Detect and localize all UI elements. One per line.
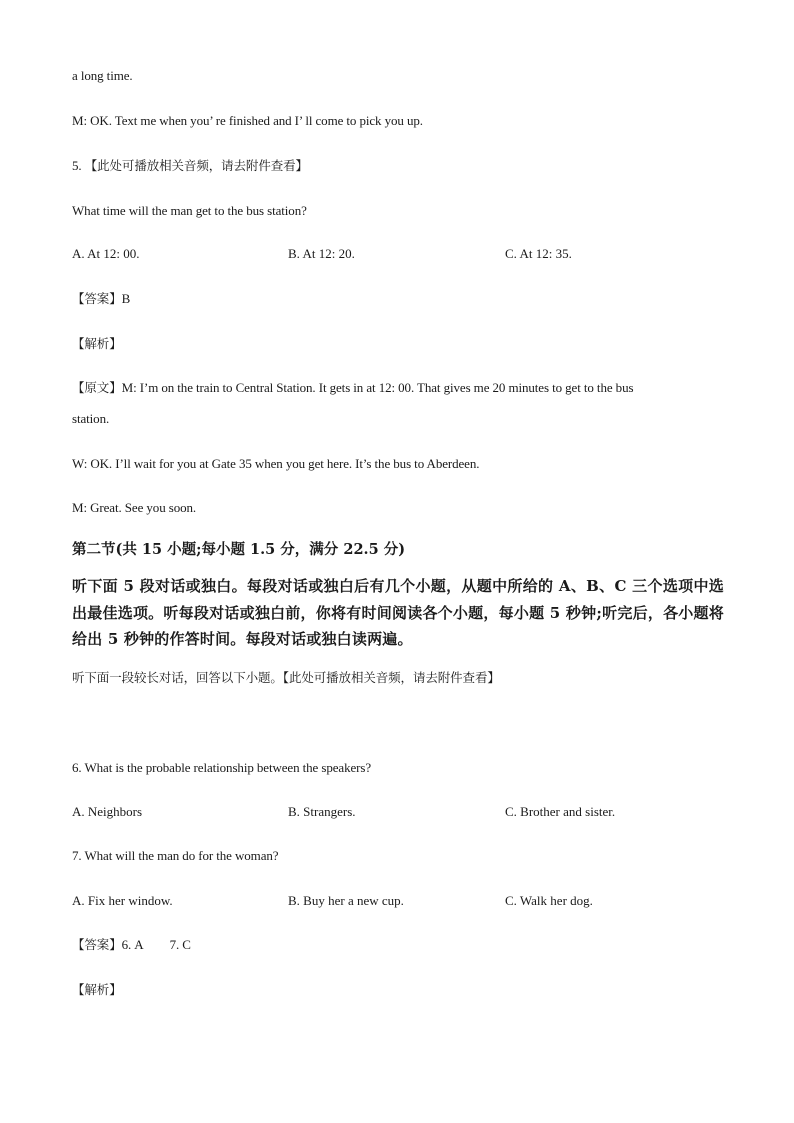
q5-transcript-line: W: OK. I’ll wait for you at Gate 35 when you get here. It’s the bus to Aberdeen. <box>72 456 480 471</box>
q5-option-b: B. At 12: 20. <box>288 246 355 261</box>
answer-value: B <box>121 291 131 306</box>
q5-answer <box>72 291 130 307</box>
dialog-intro: 听下面一段较长对话，回答以下小题。【此处可播放相关音频，请去附件查看】 <box>72 670 500 685</box>
question-7-text: 7. What will the man do for the woman? <box>72 848 279 863</box>
answer-value-7: 7. C <box>169 937 191 952</box>
text-line: a long time. <box>72 68 133 83</box>
q6-option-a: A. Neighbors <box>72 804 143 819</box>
question-number: 5. <box>72 158 82 173</box>
answer-label: 【答案】 <box>72 291 122 306</box>
transcript-label: 【原文】 <box>72 380 122 395</box>
q6-option-c: C. Brother and sister. <box>505 804 616 819</box>
answer-value-6: 6. A <box>121 937 144 952</box>
question-6-text: 6. What is the probable relationship between the speakers? <box>72 760 371 775</box>
q7-option-b: B. Buy her a new cup. <box>288 893 404 908</box>
answer-label: 【答案】 <box>72 937 122 952</box>
q67-answer <box>72 937 191 953</box>
q7-option-a: A. Fix her window. <box>72 893 173 908</box>
q5-analysis-label: 【解析】 <box>72 336 122 351</box>
section-2-heading: 第二节(共 15 小题;每小题 1.5 分，满分 22.5 分) <box>72 541 406 558</box>
q5-transcript-line <box>72 380 633 396</box>
q5-option-a: A. At 12: 00. <box>72 246 140 261</box>
q6-option-b: B. Strangers. <box>288 804 356 819</box>
q5-transcript-line: M: Great. See you soon. <box>72 500 197 515</box>
question-5-header <box>72 158 308 174</box>
q7-option-c: C. Walk her dog. <box>505 893 593 908</box>
transcript-text: M: I’m on the train to Central Station. It gets in at 12: 00. That gives me 20 minutes to get to the bus <box>121 380 634 395</box>
audio-placeholder-link[interactable]: 【此处可播放相关音频，请去附件查看】 <box>84 158 308 173</box>
section-2-instructions: 听下面 5 段对话或独白。每段对话或独白后有几个小题，从题中所给的 A、B、C 三个选项中选出最佳选项。听每段对话或独白前，你将有时间阅读各个小题，每小题 5 秒钟;听完后，各小题将给出 5 秒钟的作答时间。每段对话或独白读两遍。 <box>72 577 724 648</box>
q67-analysis-label: 【解析】 <box>72 982 122 997</box>
text-line: M: OK. Text me when you’ re finished and I’ ll come to pick you up. <box>72 113 423 128</box>
question-5-text: What time will the man get to the bus station? <box>72 203 307 218</box>
q5-option-c: C. At 12: 35. <box>505 246 572 261</box>
q5-transcript-line: station. <box>72 411 110 426</box>
